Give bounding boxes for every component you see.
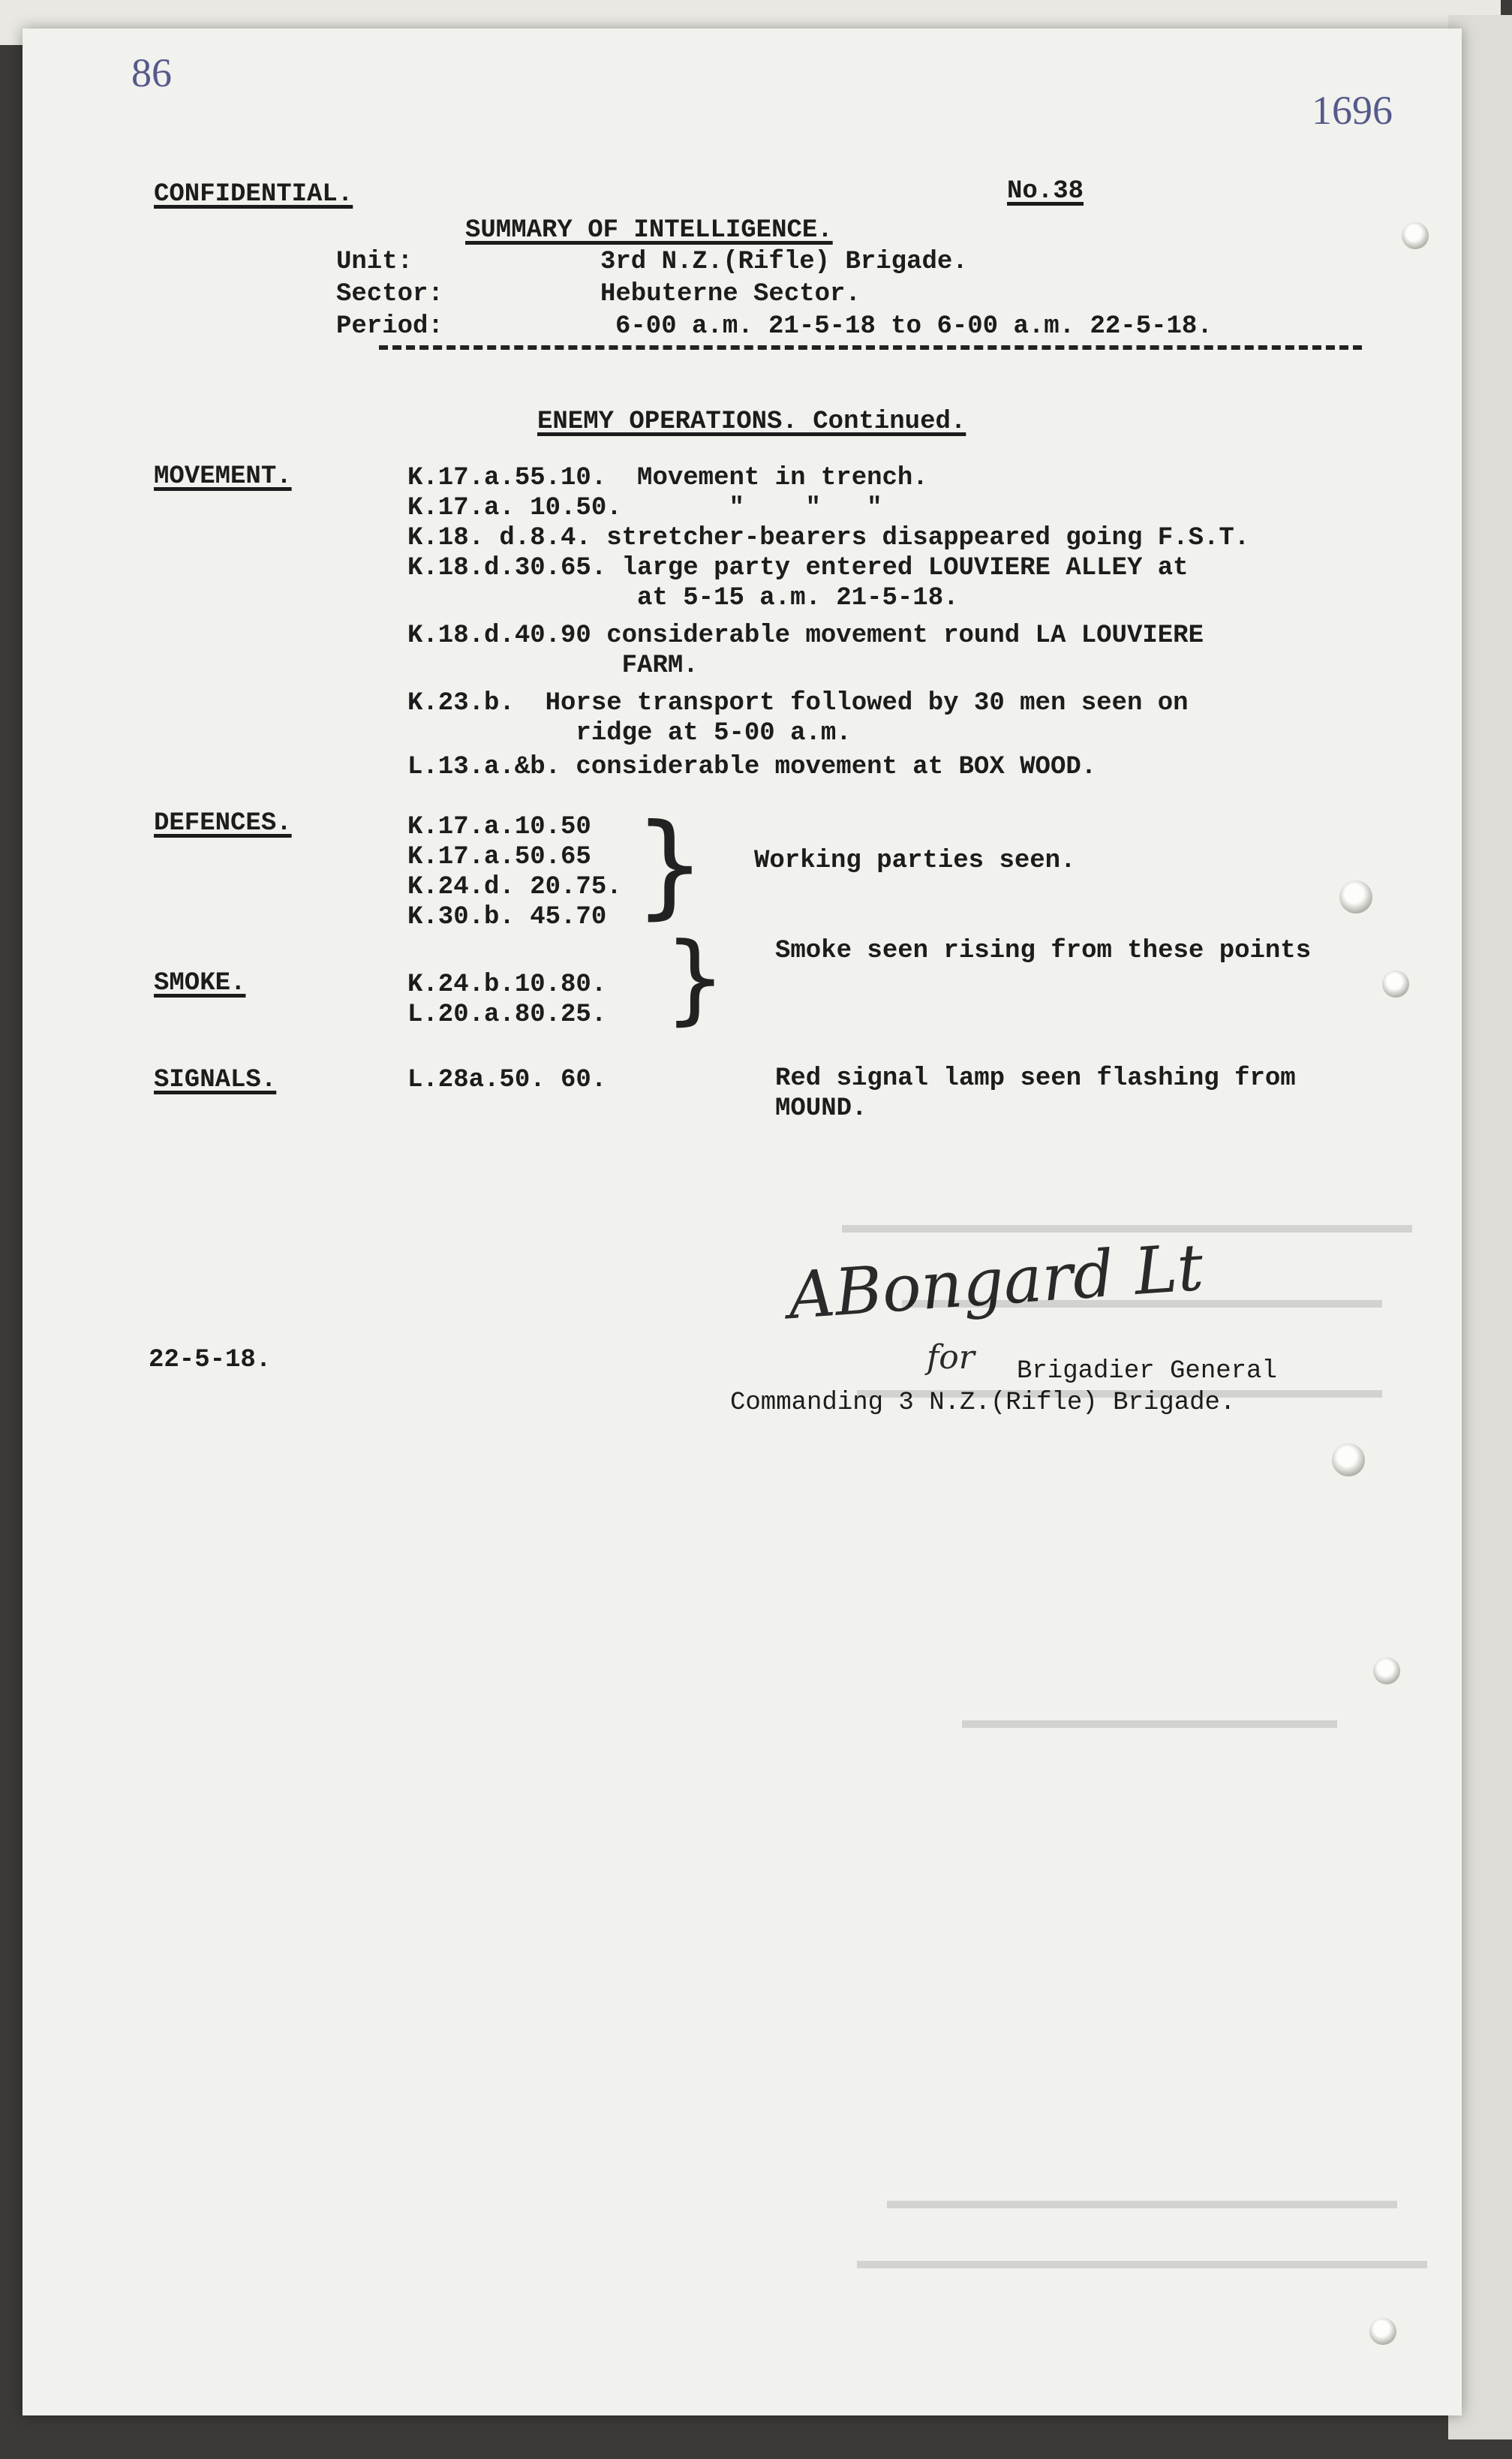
sector-label: Sector: [336, 280, 443, 309]
movement-line: FARM. [407, 652, 699, 680]
document-number: No.38 [1007, 177, 1084, 206]
movement-line: K.23.b. Horse transport followed by 30 men seen on [407, 689, 1189, 718]
movement-line: K.18.d.30.65. large party entered LOUVIERE ALLEY at [407, 554, 1189, 582]
smoke-brace: } [664, 921, 726, 1035]
section-title: ENEMY OPERATIONS. Continued. [537, 408, 966, 436]
signals-note: MOUND. [775, 1094, 867, 1123]
defences-ref: K.17.a.50.65 [407, 843, 591, 871]
period-label: Period: [336, 312, 443, 341]
for-handwritten: for [927, 1338, 975, 1377]
folio-number-right: 1696 [1312, 88, 1393, 133]
movement-line: K.17.a.55.10. Movement in trench. [407, 464, 928, 492]
smoke-note: Smoke seen rising from these points [775, 937, 1312, 965]
document-title: SUMMARY OF INTELLIGENCE. [465, 216, 833, 245]
defences-ref: K.30.b. 45.70 [407, 903, 607, 932]
sector-value: Hebuterne Sector. [600, 280, 861, 309]
punch-hole [1369, 2318, 1396, 2345]
defences-note: Working parties seen. [754, 847, 1076, 875]
signals-label: SIGNALS. [154, 1066, 277, 1094]
movement-line: K.18.d.40.90 considerable movement round LA LOUVIERE [407, 622, 1204, 650]
smoke-label: SMOKE. [154, 969, 246, 998]
folio-number-left: 86 [131, 50, 172, 95]
movement-label: MOVEMENT. [154, 462, 292, 491]
issue-date: 22-5-18. [149, 1346, 272, 1374]
handwritten-signature: ABongard Lt [786, 1230, 1206, 1335]
punch-hole [1402, 222, 1429, 249]
period-value: 6-00 a.m. 21-5-18 to 6-00 a.m. 22-5-18. [615, 312, 1213, 341]
smoke-ref: K.24.b.10.80. [407, 971, 607, 999]
defences-ref: K.17.a.10.50 [407, 813, 591, 841]
classification-heading: CONFIDENTIAL. [154, 180, 353, 209]
defences-label: DEFENCES. [154, 809, 292, 838]
movement-line: ridge at 5-00 a.m. [407, 719, 852, 748]
movement-line: K.18. d.8.4. stretcher-bearers disappeared going F.S.T. [407, 524, 1250, 552]
punch-hole [1382, 971, 1409, 998]
defences-brace: } [634, 800, 706, 931]
signatory-rank: Brigadier General [1017, 1357, 1277, 1386]
unit-label: Unit: [336, 248, 413, 276]
header-divider [379, 345, 1362, 350]
signatory-command: Commanding 3 N.Z.(Rifle) Brigade. [730, 1389, 1236, 1417]
punch-hole [1339, 880, 1372, 913]
movement-line: L.13.a.&b. considerable movement at BOX WOOD. [407, 753, 1097, 781]
document-page [23, 29, 1462, 2415]
signals-ref: L.28a.50. 60. [407, 1066, 607, 1094]
bleed-through-shapes [812, 1195, 1487, 2321]
signals-note: Red signal lamp seen flashing from [775, 1064, 1296, 1093]
unit-value: 3rd N.Z.(Rifle) Brigade. [600, 248, 968, 276]
defences-ref: K.24.d. 20.75. [407, 873, 622, 901]
smoke-ref: L.20.a.80.25. [407, 1001, 607, 1029]
movement-line: at 5-15 a.m. 21-5-18. [407, 584, 959, 612]
bleed-through-texture [758, 1169, 1433, 2295]
movement-line: K.17.a. 10.50. " " " [407, 494, 882, 522]
